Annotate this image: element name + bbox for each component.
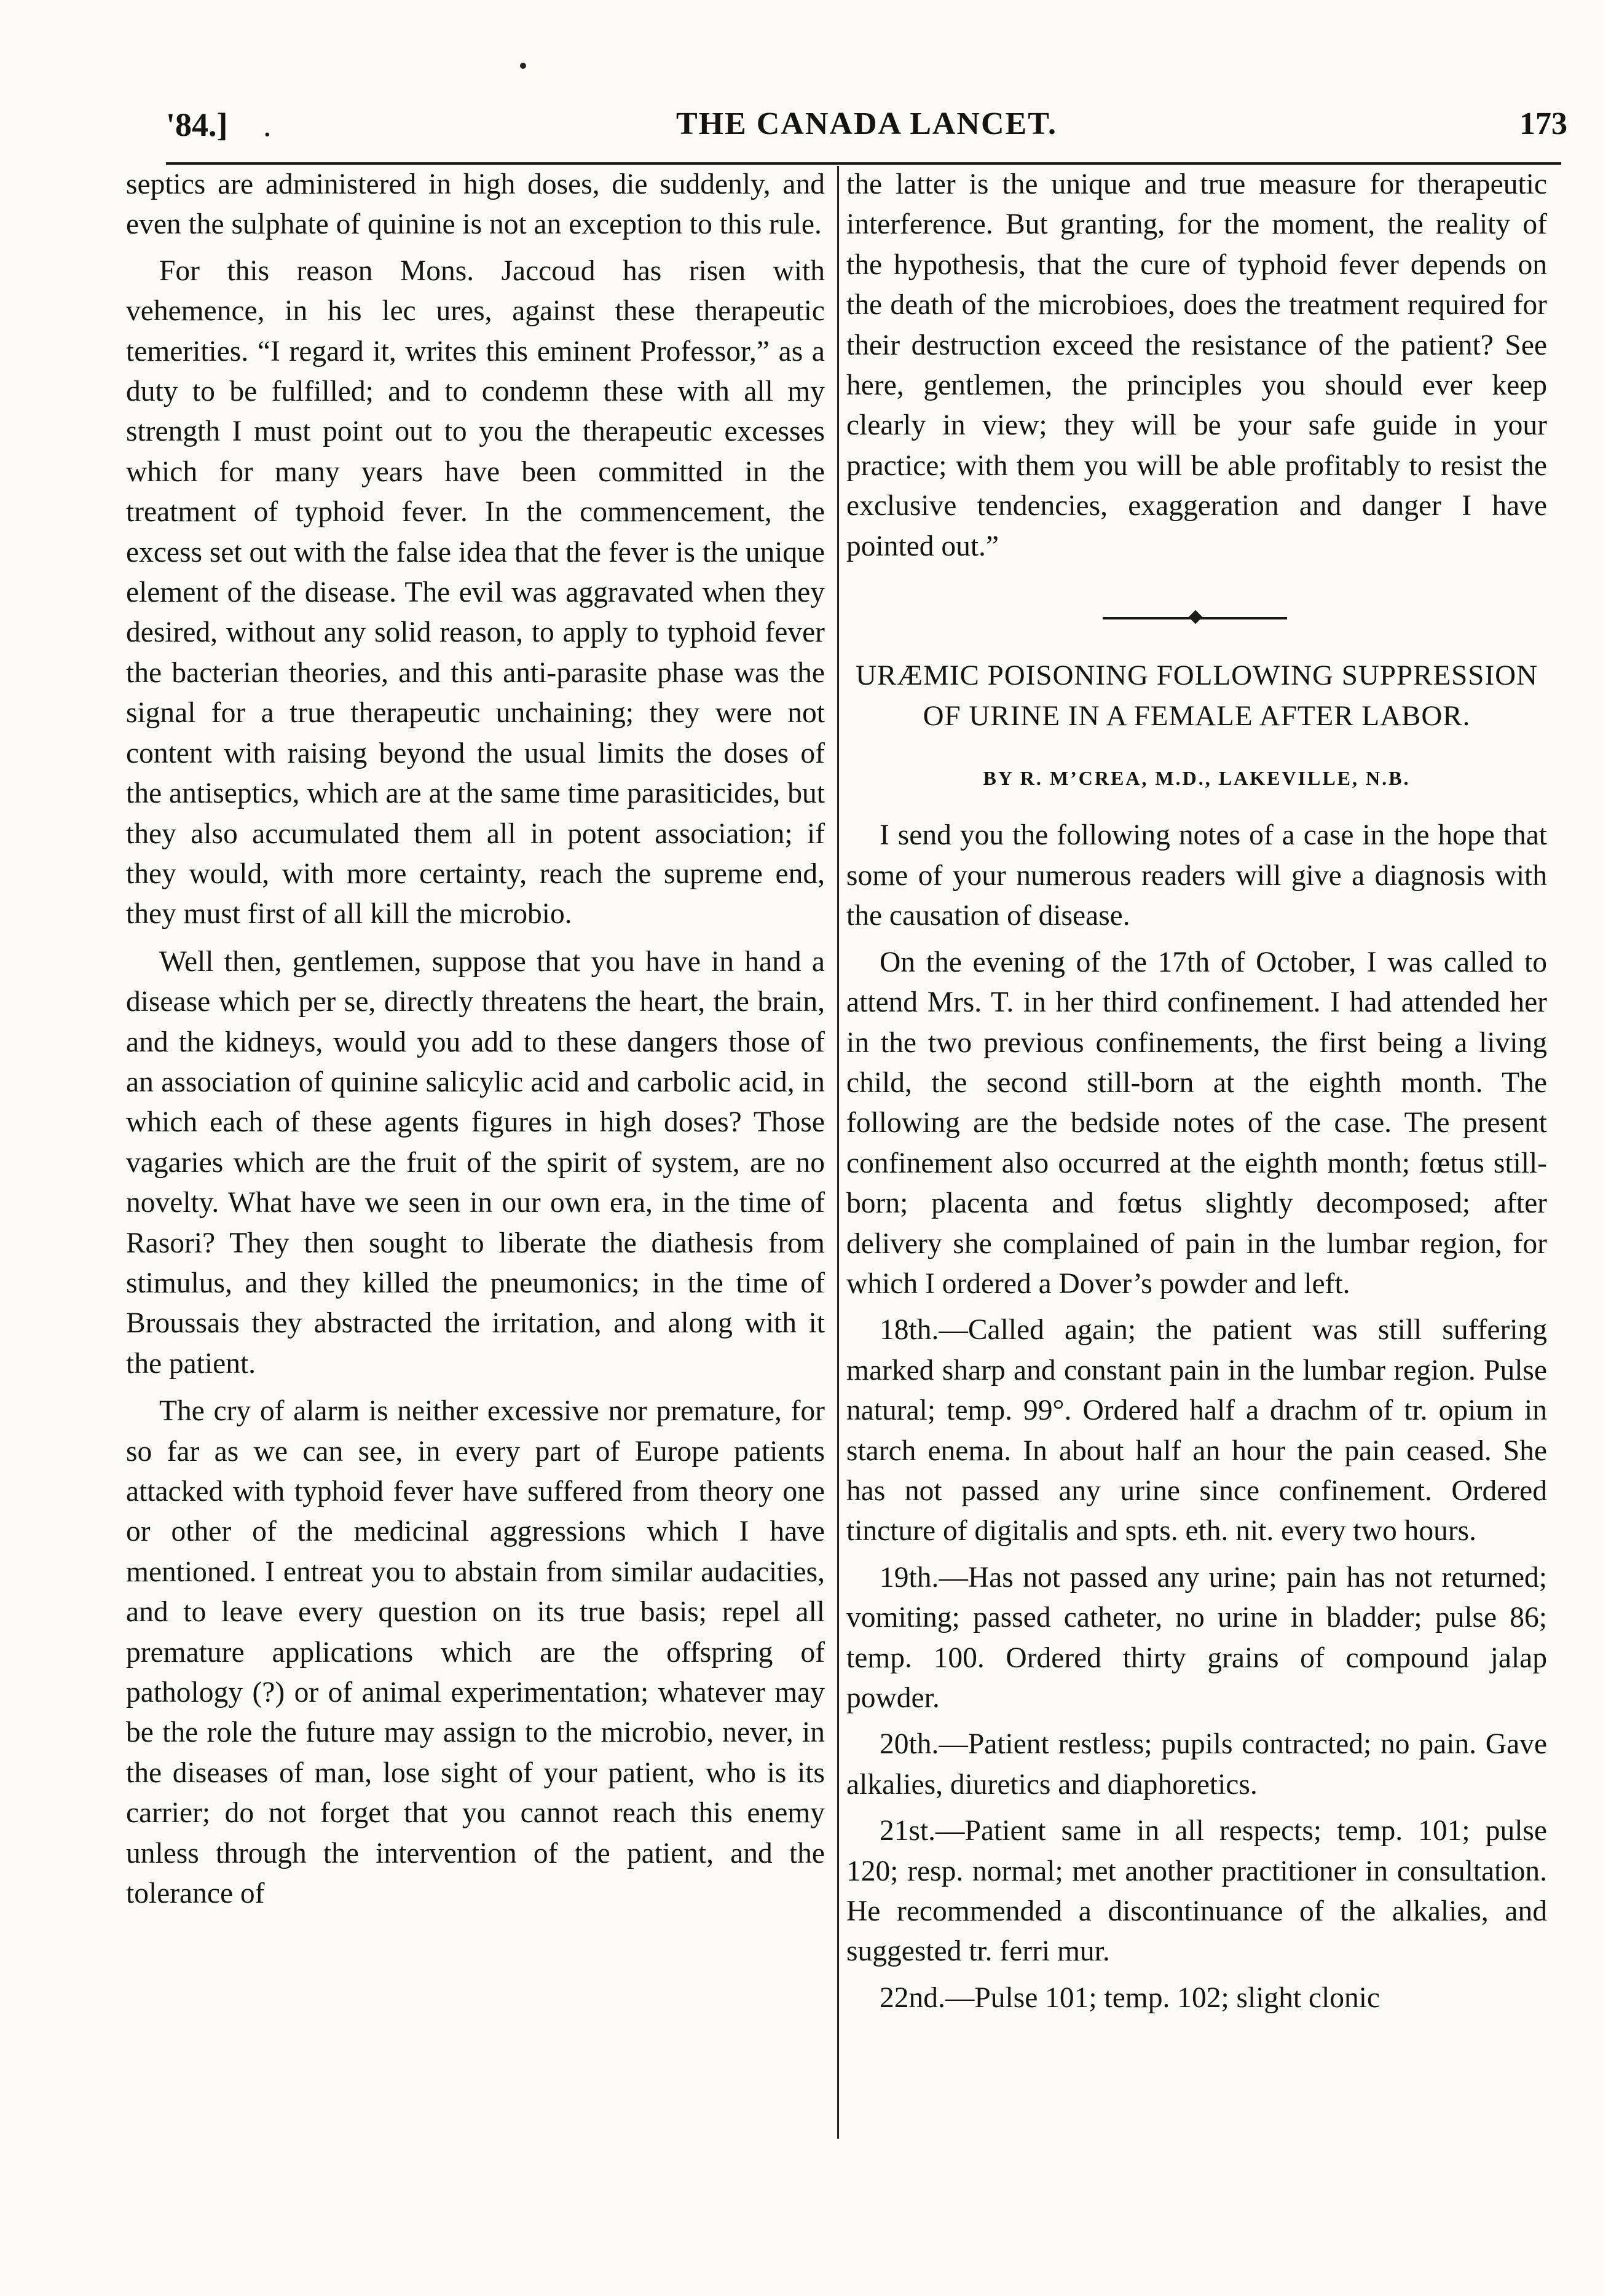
header-dot: . (263, 106, 272, 143)
journal-title: THE CANADA LANCET. (675, 106, 1058, 141)
paragraph: Well then, gentlemen, suppose that you have in hand a disease which per se, directly threatens the heart, the brain, and the kidneys, would you add to these dangers those of an association of quinine salicylic acid and carbolic acid, in which each of these agents figures in high doses? Those vagaries which are the fruit of the spirit of system, are no novelty. What have we seen in our own era, in the time of Rasori? They then sought to liberate the diathesis from stimulus, and they killed the pneumonics; in the time of Broussais they abstracted the irritation, and along with it the patient. (126, 945, 825, 1380)
paragraph: I send you the following notes of a case in the hope that some of your numerous readers will give a diagnosis with the causation of disease. (846, 819, 1547, 932)
article-title: URÆMIC POISONING FOLLOWING SUPPRESSION OF URINE IN A FEMALE AFTER LABOR. (856, 659, 1538, 733)
page-number: 173 (1519, 106, 1567, 141)
paragraph: septics are administered in high doses, die suddenly, and even the sulphate of quinine is not an exception to this rule. (126, 168, 825, 241)
column-rule (837, 166, 839, 2139)
paragraph: 19th.—Has not passed any urine; pain has not returned; vomiting; passed catheter, no urine in bladder; pulse 86; temp. 100. Ordered thirty grains of compound jalap powder. (846, 1561, 1547, 1714)
ink-speck (520, 63, 526, 69)
paragraph: 20th.—Patient restless; pupils contracted; no pain. Gave alkalies, diuretics and diaphoretics. (846, 1728, 1547, 1801)
paragraph: For this reason Mons. Jaccoud has risen with vehemence, in his lec ures, against these therapeutic temerities. “I regard it, writes this eminent Professor,” as a duty to be fulfilled; and to condemn these with all my strength I must point out to you the therapeutic excesses which for many years have been committed in the treatment of typhoid fever. In the commencement, the excess set out with the false idea that the fever is the unique element of the disease. The evil was aggravated when they desired, without any solid reason, to apply to typhoid fever the bacterian theories, and this anti-parasite phase was the signal for a true therapeutic unchaining; they were not content with raising beyond the usual limits the doses of the antiseptics, which are at the same time parasiticides, but they also accumulated them all in potent association; if they would, with more certainty, reach the supreme end, they must first of all kill the microbio. (126, 254, 825, 930)
paragraph: The cry of alarm is neither excessive nor premature, for so far as we can see, in every part of Europe patients attacked with typhoid fever have suffered from theory one or other of the medicinal aggressions which I have mentioned. I entreat you to abstain from similar audacities, and to leave every question on its true basis; repel all premature applications which are the offspring of pathology (?) or of animal experimentation; whatever may be the role the future may assign to the microbio, never, in the diseases of man, lose sight of your patient, who is its carrier; do not forget that you cannot reach this enemy unless through the intervention of the patient, and the tolerance of (126, 1395, 825, 1910)
right-column (846, 165, 1547, 2018)
paragraph: 22nd.—Pulse 101; temp. 102; slight clonic (880, 1981, 1380, 2014)
paragraph: On the evening of the 17th of October, I was called to attend Mrs. T. in her third confinement. I had attended her in the two previous confinements, the first being a living child, the second still-born at the eighth month. The following are the bedside notes of the case. The present confinement also occurred at the eighth month; fœtus still-born; placenta and fœtus slightly decomposed; after delivery she complained of pain in the lumbar region, for which I ordered a Dover’s powder and left. (846, 946, 1547, 1300)
byline: BY R. M’CREA, M.D., LAKEVILLE, N.B. (983, 767, 1411, 790)
divider-diamond (1189, 610, 1203, 624)
paragraph: 21st.—Patient same in all respects; temp. 101; pulse 120; resp. normal; met another practitioner in consultation. He recommended a discontinuance of the alkalies, and suggested tr. ferri mur. (846, 1815, 1547, 1968)
paragraph: the latter is the unique and true measure for therapeutic interference. But granting, for the moment, the reality of the hypothesis, that the cure of typhoid fever depends on the death of the microbioes, does the treatment required for their destruction exceed the resistance of the patient? See here, gentlemen, the principles you should ever keep clearly in view; they will be your safe guide in your practice; with them you will be able profitably to resist the exclusive tendencies, exaggeration and danger I have pointed out.” (846, 168, 1547, 562)
running-header (160, 106, 1573, 155)
left-column (126, 165, 825, 1914)
volume-year: '84.] (166, 106, 228, 143)
paragraph: 18th.—Called again; the patient was still suffering marked sharp and constant pain in the lumbar region. Pulse natural; temp. 99°. Ordered half a drachm of tr. opium in starch enema. In about half an hour the pain ceased. She has not passed any urine since confinement. Ordered tincture of digitalis and spts. eth. nit. every two hours. (846, 1314, 1547, 1547)
section-divider (846, 595, 1547, 644)
